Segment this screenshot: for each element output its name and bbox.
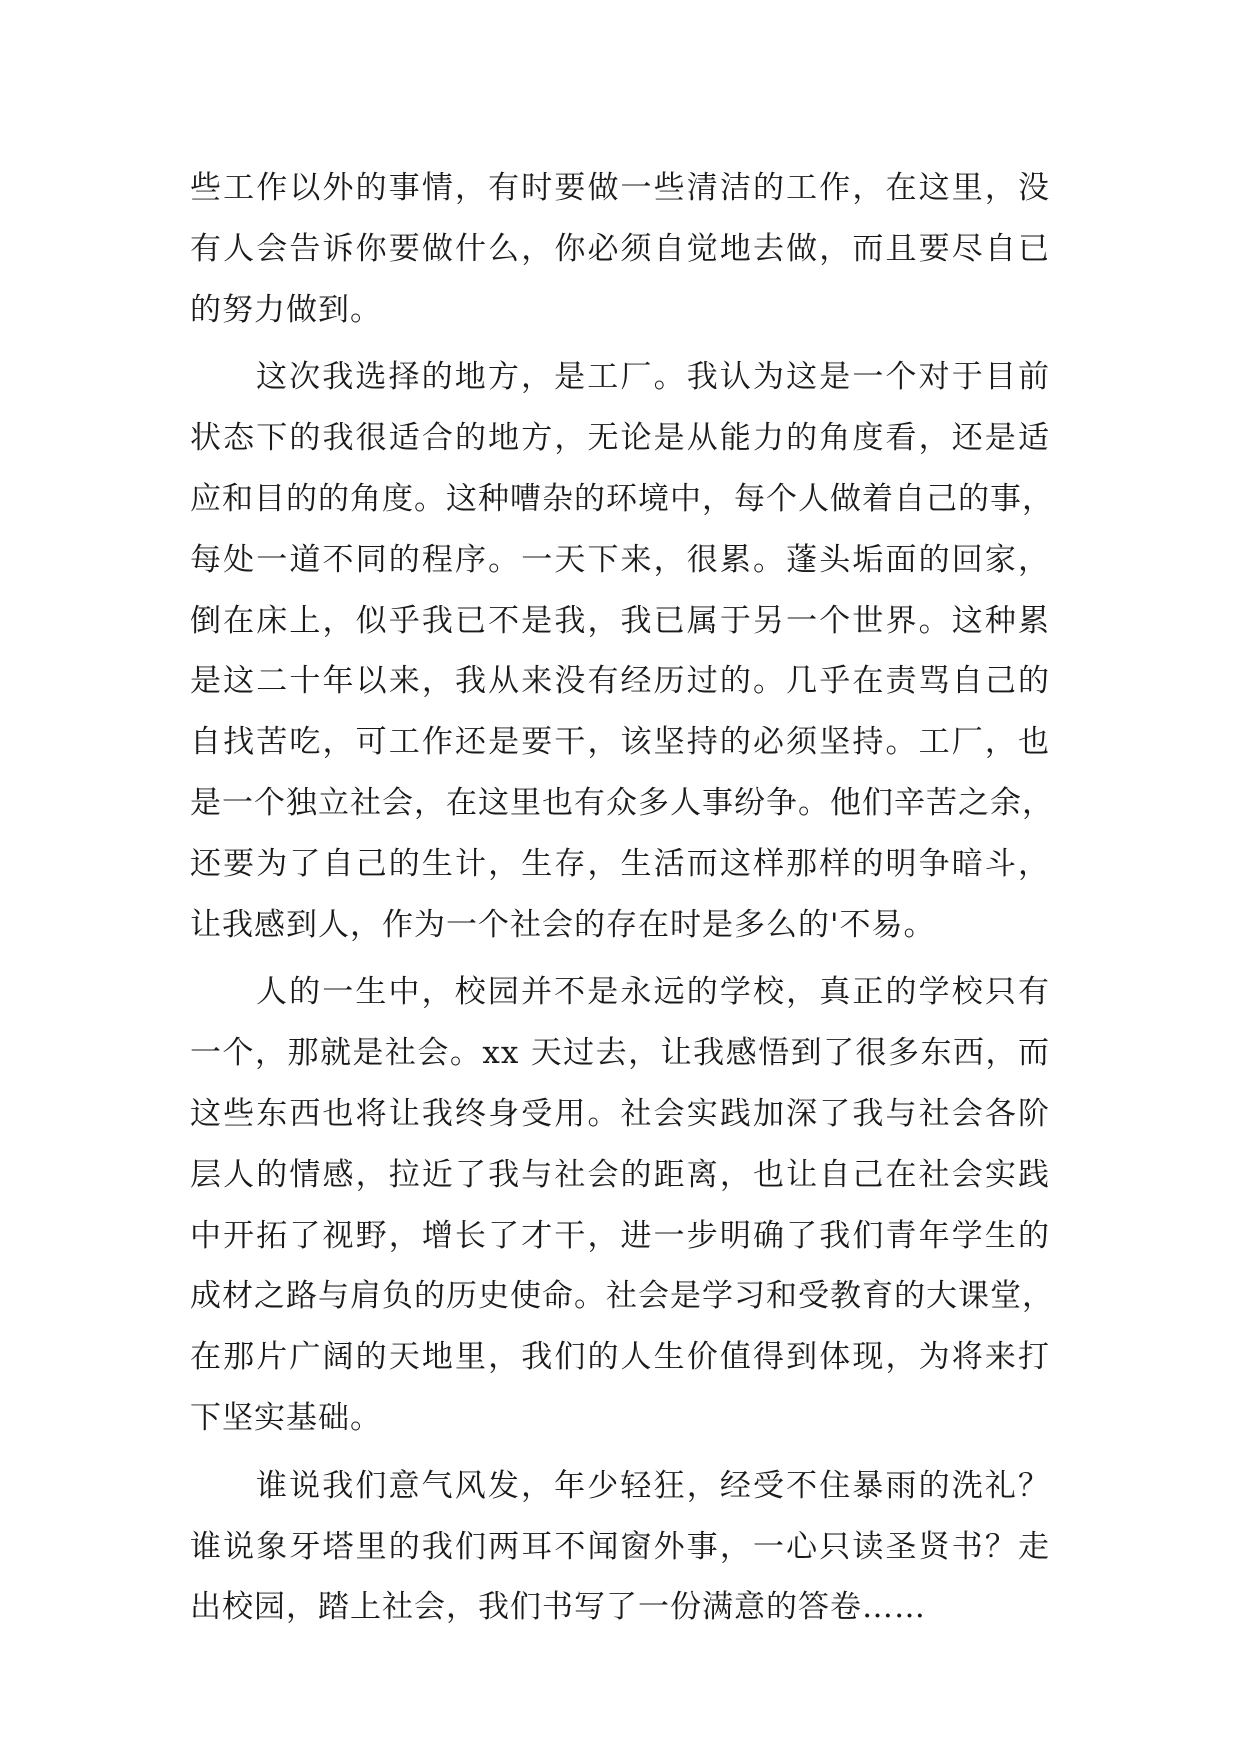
text-line: 一个，那就是社会。xx 天过去，让我感悟到了很多东西，而 bbox=[190, 1035, 1050, 1072]
text-line: 层人的情感，拉近了我与社会的距离，也让自己在社会实践 bbox=[190, 1156, 1050, 1193]
text-line: 有人会告诉你要做什么，你必须自觉地去做，而且要尽自已 bbox=[190, 230, 1050, 267]
text-line: 些工作以外的事情，有时要做一些清洁的工作，在这里，没 bbox=[190, 170, 1050, 206]
text-line: 谁说我们意气风发，年少轻狂，经受不住暴雨的洗礼？ bbox=[256, 1467, 1050, 1504]
paragraph bbox=[190, 347, 1054, 955]
text-line: 出校园，踏上社会，我们书写了一份满意的答卷…… bbox=[190, 1589, 926, 1626]
text-line: 是一个独立社会，在这里也有众多人事纷争。他们辛苦之余， bbox=[190, 784, 1054, 821]
text-line: 自找苦吃，可工作还是要干，该坚持的必须坚持。工厂，也 bbox=[190, 724, 1050, 761]
text-line: 应和目的的角度。这种嘈杂的环境中，每个人做着自己的事， bbox=[190, 480, 1054, 517]
text-line: 倒在床上，似乎我已不是我，我已属于另一个世界。这种累 bbox=[190, 602, 1050, 639]
text-line: 每处一道不同的程序。一天下来，很累。蓬头垢面的回家， bbox=[190, 541, 1050, 578]
text-line: 成材之路与肩负的历史使命。社会是学习和受教育的大课堂， bbox=[190, 1278, 1054, 1315]
paragraph bbox=[190, 962, 1054, 1448]
text-line: 让我感到人，作为一个社会的存在时是多么的'不易。 bbox=[190, 906, 936, 943]
document-body bbox=[190, 158, 1054, 1638]
text-line: 人的一生中，校园并不是永远的学校，真正的学校只有 bbox=[256, 974, 1050, 1011]
text-line: 在那片广阔的天地里，我们的人生价值得到体现，为将来打 bbox=[190, 1339, 1050, 1376]
text-line: 还要为了自己的生计，生存，生活而这样那样的明争暗斗， bbox=[190, 845, 1050, 882]
paragraph bbox=[190, 158, 1050, 340]
text-line: 谁说象牙塔里的我们两耳不闻窗外事，一心只读圣贤书？走 bbox=[190, 1528, 1050, 1565]
text-line: 的努力做到。 bbox=[190, 291, 382, 328]
text-line: 下坚实基础。 bbox=[190, 1399, 382, 1436]
text-line: 中开拓了视野，增长了才干，进一步明确了我们青年学生的 bbox=[190, 1217, 1050, 1254]
text-line: 状态下的我很适合的地方，无论是从能力的角度看，还是适 bbox=[190, 420, 1050, 457]
paragraph bbox=[190, 1456, 1050, 1638]
text-line: 这些东西也将让我终身受用。社会实践加深了我与社会各阶 bbox=[190, 1095, 1050, 1132]
text-line: 这次我选择的地方，是工厂。我认为这是一个对于目前 bbox=[256, 359, 1050, 396]
text-line: 是这二十年以来，我从来没有经历过的。几乎在责骂自己的 bbox=[190, 663, 1050, 700]
